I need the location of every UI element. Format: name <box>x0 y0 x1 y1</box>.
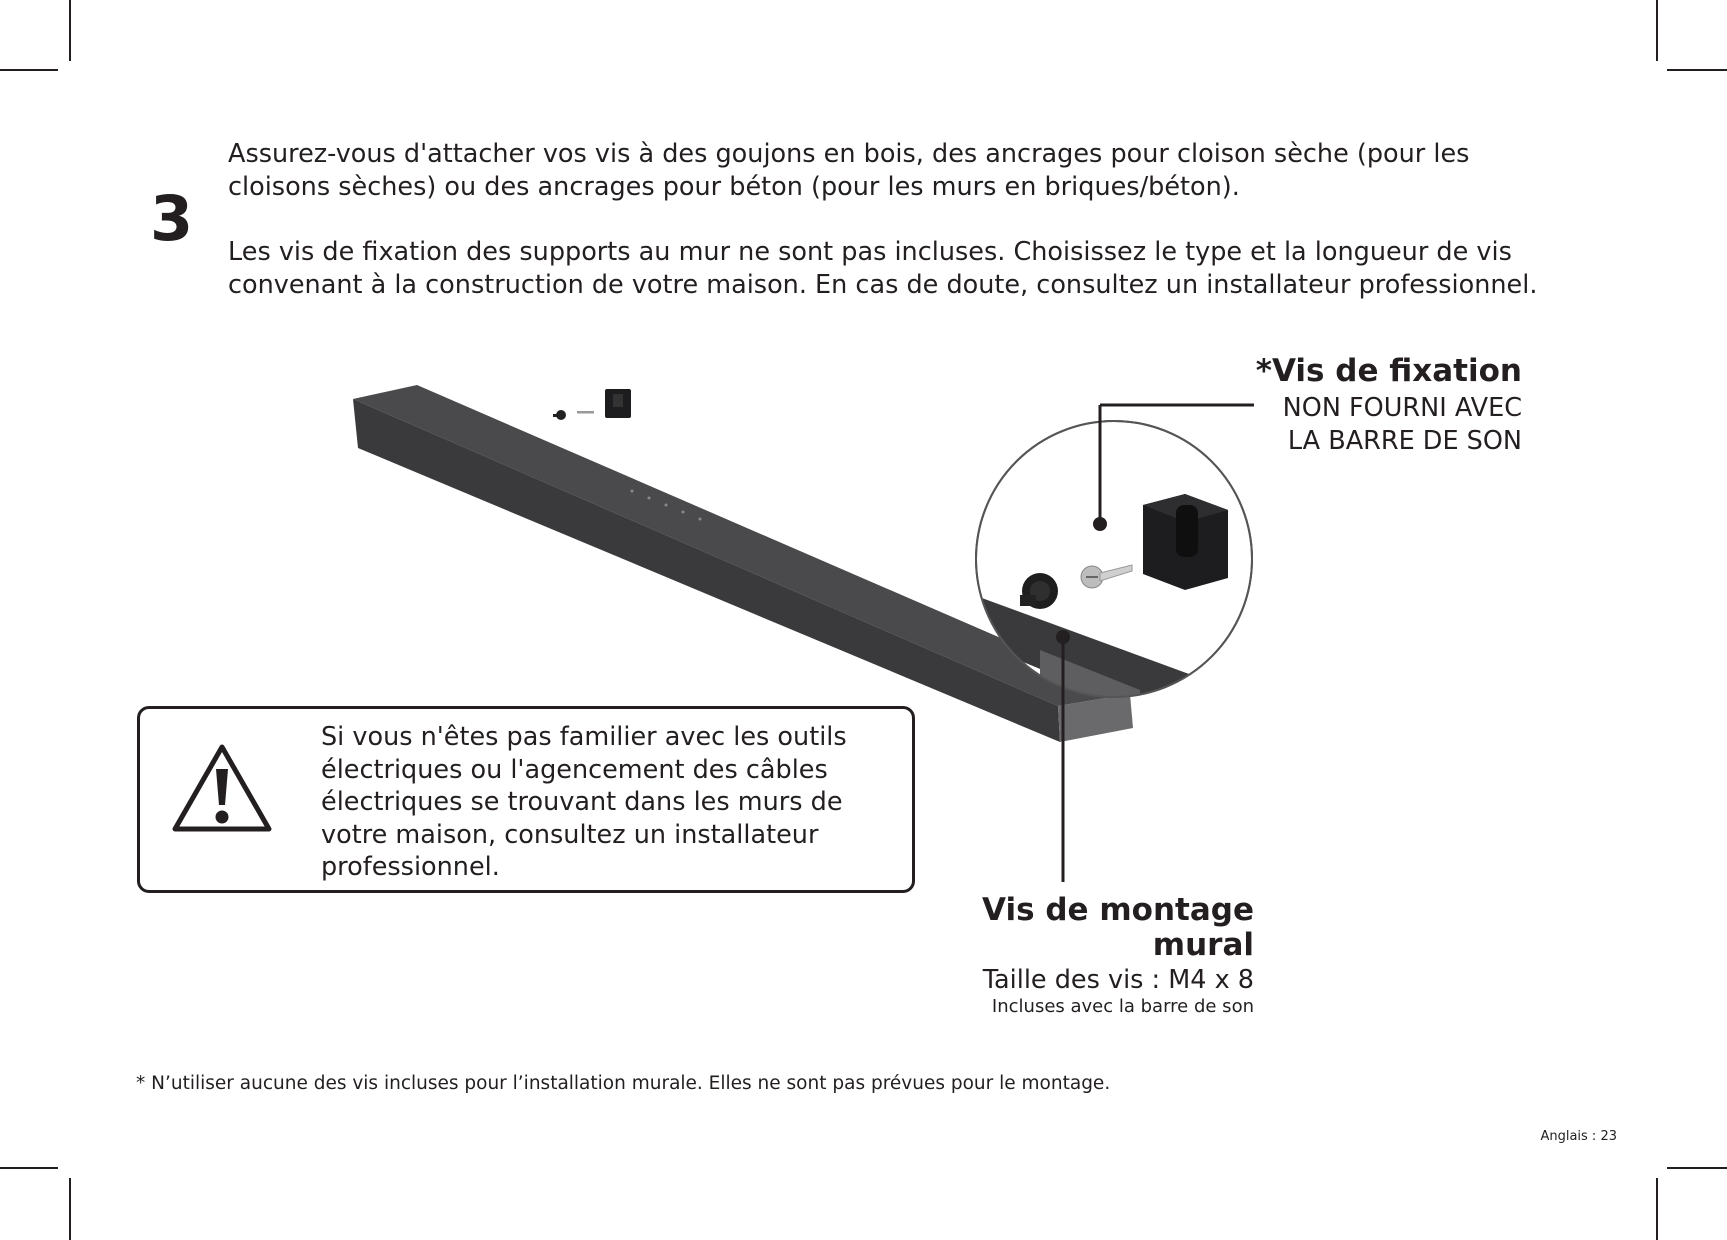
warning-icon <box>170 741 274 837</box>
wall-mount-screws-size: Taille des vis : M4 x 8 <box>982 965 1254 995</box>
step-number: 3 <box>150 182 194 255</box>
control-button <box>682 511 685 514</box>
small-parts <box>553 389 631 420</box>
footnote: * N’utiliser aucune des vis incluses pour l’installation murale. Elles ne sont pas prévues pour le montage. <box>136 1073 1111 1094</box>
control-button <box>699 518 702 521</box>
control-button <box>665 504 668 507</box>
control-button <box>648 497 651 500</box>
instruction-paragraph: Les vis de fixation des supports au mur ne sont pas incluses. Choisissez le type et la longueur de vis convenant à la construction de votre maison. En cas de doute, consultez un installateur professionnel. <box>228 237 1538 300</box>
fixing-screws-subtitle: NON FOURNI AVEC LA BARRE DE SON <box>1282 393 1522 456</box>
warning-text: Si vous n'êtes pas familier avec les outils électriques ou l'agencement des câbles électriques se trouvant dans les murs de votre maison, consultez un installateur professionnel. <box>321 722 847 882</box>
soundbar-front <box>353 399 1060 742</box>
bracket-icon <box>1143 494 1228 590</box>
page-number: Anglais : 23 <box>1540 1129 1617 1144</box>
instruction-paragraph: Assurez-vous d'attacher vos vis à des goujons en bois, des ancrages pour cloison sèche (pour les cloisons sèches) ou des ancrages pour béton (pour les murs en briques/béton). <box>228 139 1470 202</box>
wall-mount-screws-note: Incluses avec la barre de son <box>991 996 1254 1017</box>
fixing-screws-title: *Vis de fixation <box>1255 353 1522 389</box>
warning-box <box>137 706 915 893</box>
control-button <box>631 490 634 493</box>
wall-mount-screws-title: Vis de montage mural <box>982 892 1254 963</box>
